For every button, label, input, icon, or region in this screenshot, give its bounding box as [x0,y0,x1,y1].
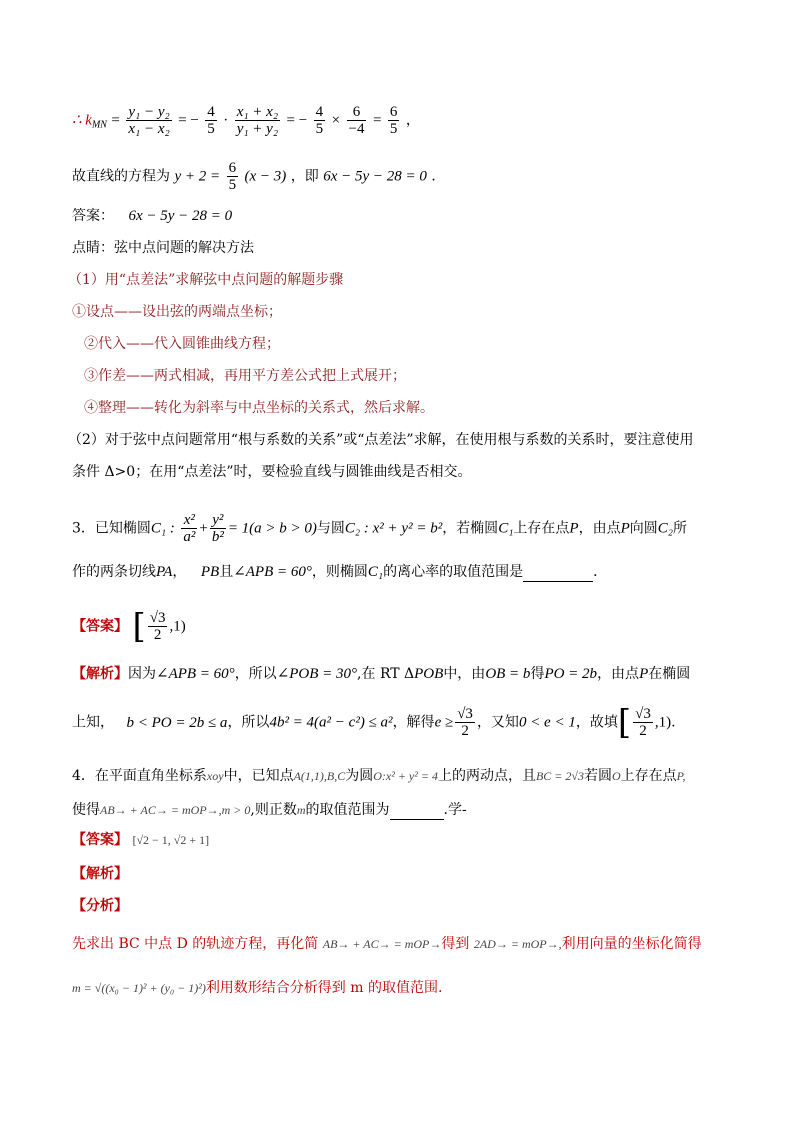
answer-rest: ,1) [654,714,672,731]
text: ，则椭圆 [311,564,368,580]
frac-num: x₁ + x₂ [236,104,279,120]
text: ． [431,168,446,185]
text: 中，由 [443,666,486,682]
eq-sign: = [372,112,382,129]
frac-num: y² [210,512,226,529]
text: 上知， [72,714,114,731]
math: e ≥ [434,714,454,731]
frac-den: a² [183,529,196,545]
text: .学- [443,802,467,818]
math: C₂ : x² + y² = b² [344,520,443,537]
text: ，由点 [578,520,621,537]
text: ． [593,564,608,580]
text: 中，已知点 [223,768,294,784]
text: 利用数形结合分析得到 m 的取值范围. [205,980,443,996]
therefore-k: ∴ k [72,112,92,129]
k-subscript: MN [91,119,107,131]
math: O [611,769,621,783]
frac-den: 5 [315,121,324,137]
math: m [296,803,306,817]
math: POB [414,666,444,682]
text: ，若椭圆 [442,520,499,537]
step-title: （1）用“点差法”求解弦中点问题的解题步骤 [68,272,344,288]
math: ∠POB = 30° [276,666,358,682]
frac-num: 4 [207,104,215,120]
math: 4b² = 4(a² − c²) ≤ a² [269,714,393,731]
text: 为圆 [345,768,374,784]
text: 向圆 [629,520,658,537]
fraction-y2-b2 [210,512,226,545]
math: 2AD→ = mOP→, [473,937,562,951]
comma: ， [405,112,420,129]
answer-value: [√2 − 1, √2 + 1] [132,833,210,847]
eq-sign: = − [286,112,308,129]
text: ，即 [290,168,319,185]
note2-line2: 条件 Δ>0；在用“点差法”时，要检验直线与圆锥曲线是否相交。 [72,464,472,480]
math: 0 < e < 1 [518,714,576,731]
fraction-4-5 [205,104,217,137]
slope-equation [72,104,420,137]
answer-label: 【答案】 [72,832,128,848]
frac-den: 5 [228,177,237,193]
math: BC = 2√3 [535,769,584,783]
text: ，所以 [227,714,270,731]
fraction-x2-a2 [181,512,197,545]
math: = 1(a > b > 0) [227,520,317,537]
fraction-6-neg4 [347,104,367,137]
analysis-label: 【解析】 [72,666,128,682]
fraction-sqrt3-2 [148,610,168,643]
step-4: ④整理——转化为斜率与中点坐标的关系式，然后求解。 [84,400,434,416]
frac-den: 2 [461,723,469,739]
question-4-text1 [72,934,702,954]
plus-sign: + [199,520,208,537]
text: ，由点 [597,666,640,682]
math: (x − 3) [244,168,287,185]
text: 上的两动点，且 [437,768,536,784]
step-3: ③作差——两式相减，再用平方差公式把上式展开； [84,368,406,384]
math: A(1,1),B,C [293,769,346,783]
left-bracket: [ [132,606,146,647]
math: P, [676,769,686,783]
text: 的离心率的取值范围是 [383,564,524,580]
text: ， [172,564,187,580]
fraction-y-over-x [126,104,171,137]
frac-den: 5 [389,121,398,137]
math: OB = b [485,666,531,682]
text: 若圆 [583,768,612,784]
answer-label: 【答案】 [72,618,128,635]
note2-line1: （2）对于弦中点问题常用“根与系数的关系”或“点差法”求解，在使用根与系数的关系时，要注意使用 [68,432,694,448]
text: ，所以 [234,666,277,682]
times-sign: × [331,112,341,129]
math: xoy [206,769,224,783]
question-4-answer [72,830,209,850]
text: 使得 [72,802,100,818]
text: 得 [530,666,545,682]
answer-blank [523,567,593,582]
answer-blank [390,805,444,820]
math: y + 2 = [174,168,221,185]
answer-value: 6x − 5y − 28 = 0 [128,208,233,224]
frac-num: √3 [457,706,473,722]
question-3-answer [72,606,186,647]
frac-num: 6 [228,160,237,176]
math: AB→ + AC→ = mOP→ [322,937,442,951]
frac-den: −4 [348,121,365,137]
text: ，解得 [392,714,435,731]
eq-sign: = [111,112,120,129]
question-4-line1 [72,766,685,786]
question-4-line2 [72,800,467,820]
math: 6x − 5y − 28 = 0 [323,168,427,185]
math: P [569,520,579,537]
step-1: ①设点——设出弦的两端点坐标； [72,304,282,320]
frac-num: 4 [315,104,324,120]
frac-num: 6 [347,104,367,121]
text: ，又知 [476,714,519,731]
fraction-6-5 [388,104,400,137]
text: 的取值范围为 [305,802,390,818]
frac-num: x² [181,512,197,529]
math: PB [200,564,220,580]
text: 先求出 BC 中点 D 的轨迹方程，再化简 [72,936,319,952]
question-3-analysis-line2 [72,702,676,743]
text: 故直线的方程为 [72,168,170,185]
fraction-sqrt3-2 [455,706,475,739]
text: 且 [219,564,234,580]
math: PO = 2b [544,666,598,682]
math: C₁ : [150,520,175,537]
text: 与圆 [316,520,345,537]
text: 上存在点 [513,520,570,537]
frac-den: 2 [153,627,162,643]
math: ∠APB = 60° [233,564,312,580]
math: P [639,666,649,682]
math: PA [156,564,173,580]
question-4-text2 [72,978,442,998]
frac-den: y₁ + y₂ [236,121,279,137]
question-4-fenxi-label: 【分析】 [72,898,128,914]
text: 作的两条切线 [72,564,156,580]
fraction-4-5-b [314,104,326,137]
math: P [620,520,630,537]
question-3-analysis-line1 [72,664,690,684]
text: ,则正数 [250,802,297,818]
question-4-analysis-label: 【解析】 [72,866,128,882]
step-2: ②代入——代入圆锥曲线方程； [84,336,280,352]
answer-line [72,206,232,226]
frac-den: x₁ − x₂ [128,121,170,137]
text: 4．在平面直角坐标系 [72,768,207,784]
text: 得到 [441,936,470,952]
text: . [671,714,676,731]
fraction-x-over-y [235,104,280,137]
text: 在椭圆 [648,666,691,682]
frac-num: √3 [635,706,651,722]
frac-num: y₁ − y₂ [128,104,170,120]
question-3-line2 [72,562,607,582]
left-bracket: [ [617,702,632,743]
text: 上存在点 [620,768,677,784]
text: ,在 RT Δ [357,666,415,682]
dot-sign: · [223,112,229,129]
math: m = √((x₀ − 1)² + (y₀ − 1)²) [72,981,206,995]
math: C₂ [657,520,673,537]
text: ，故填 [575,714,618,731]
answer-rest: ,1) [169,618,186,635]
eq-sign: = − [178,112,199,129]
math: ∠APB = 60° [156,666,235,682]
math: b < PO = 2b ≤ a [126,714,228,731]
text: 所 [673,520,687,537]
math: C₁ [498,520,514,537]
text: 3．已知椭圆 [72,520,151,537]
text: 利用向量的坐标化简得 [561,936,702,952]
question-3-line1 [72,512,687,545]
note-title: 点睛：弦中点问题的解决方法 [72,240,254,256]
frac-num: √3 [149,610,166,626]
frac-den: 5 [207,121,215,137]
frac-den: 2 [639,723,647,739]
fraction-6-5 [227,160,239,193]
frac-num: 6 [389,104,398,120]
fraction-sqrt3-2-b [633,706,653,739]
math: C₁ [367,564,384,580]
math: O:x² + y² = 4 [373,769,438,783]
line-equation [72,160,445,193]
frac-den: b² [211,529,224,545]
text: 因为 [128,666,156,682]
answer-label: 答案： [72,208,114,224]
math: AB→ + AC→ = mOP→,m > 0 [100,803,251,817]
